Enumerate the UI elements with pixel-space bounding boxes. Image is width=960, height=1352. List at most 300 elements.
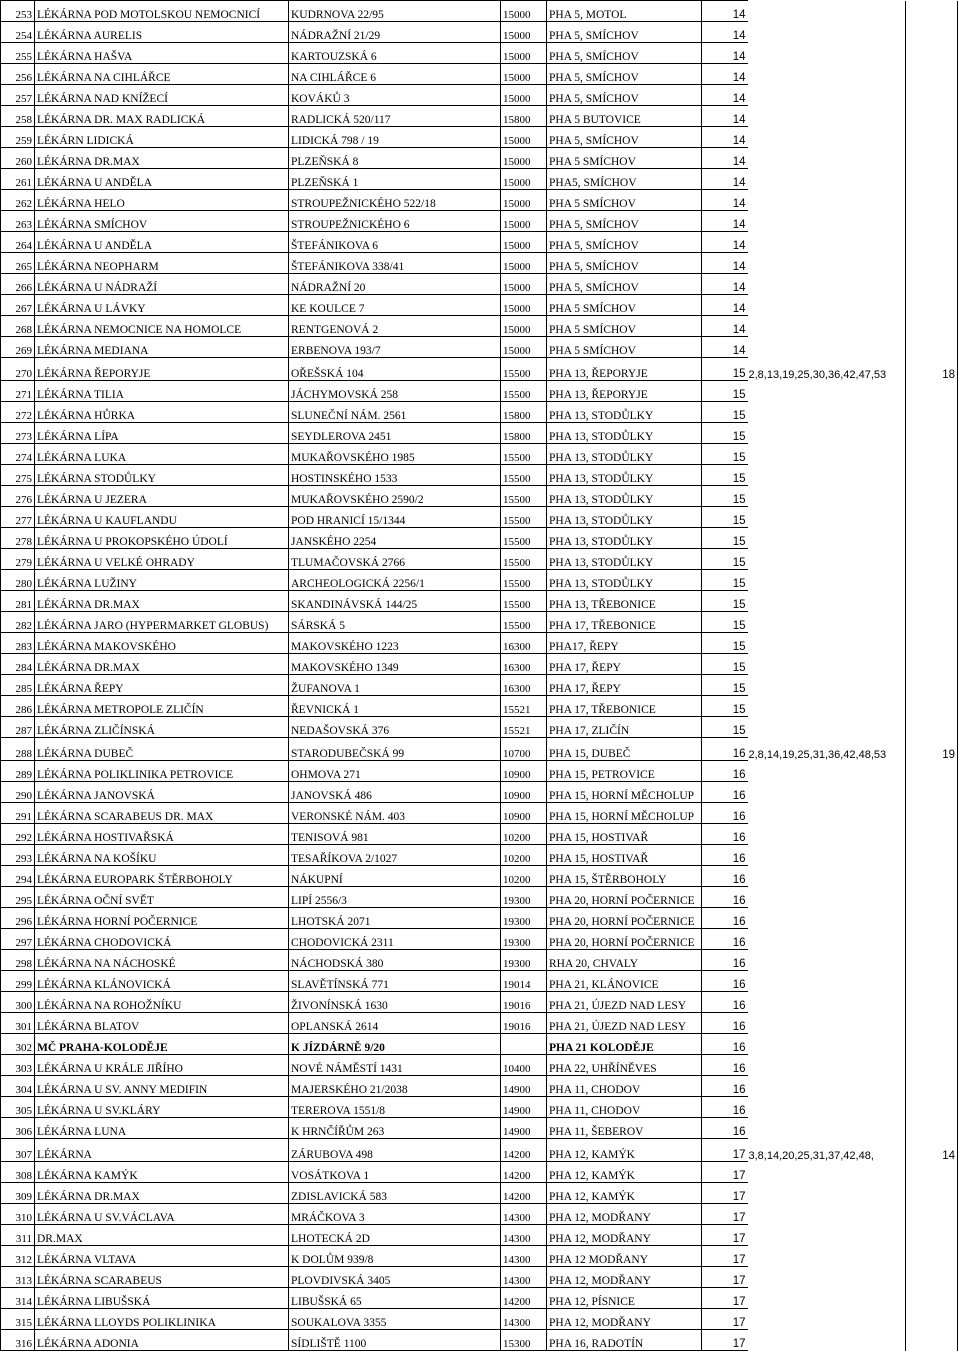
postal-code-cell: 15500 xyxy=(501,549,547,570)
street-address-cell: SÍDLIŠTĚ 1100 xyxy=(289,1330,501,1351)
zone-number-cell: 16 xyxy=(702,1055,748,1076)
pharmacy-name-cell: LÉKÁRNA CHODOVICKÁ xyxy=(35,929,289,950)
zone-number-cell: 16 xyxy=(702,782,748,803)
pharmacy-name-cell: LÉKÁRNA LLOYDS POLIKLINIKA xyxy=(35,1309,289,1330)
lines-count-cell xyxy=(906,971,958,992)
city-district-cell: PHA 17, TŘEBONICE xyxy=(547,612,702,633)
city-district-cell: PHA 12, KAMÝK xyxy=(547,1139,702,1162)
city-district-cell: PHA 22, UHŘÍNĚVES xyxy=(547,1055,702,1076)
lines-count-cell xyxy=(906,106,958,127)
pharmacy-name-cell: LÉKÁRNA U VELKÉ OHRADY xyxy=(35,549,289,570)
city-district-cell: PHA 12, KAMÝK xyxy=(547,1162,702,1183)
lines-count-cell xyxy=(906,1013,958,1034)
street-address-cell: SKANDINÁVSKÁ 144/25 xyxy=(289,591,501,612)
lines-list-cell xyxy=(748,22,906,43)
lines-count-cell xyxy=(906,148,958,169)
row-number-cell: 316 xyxy=(1,1330,35,1351)
table-row xyxy=(1,908,958,929)
table-row xyxy=(1,866,958,887)
postal-code-cell: 15500 xyxy=(501,570,547,591)
lines-list-cell xyxy=(748,1,906,22)
zone-number-cell: 14 xyxy=(702,22,748,43)
row-number-cell: 277 xyxy=(1,507,35,528)
zone-number-cell: 16 xyxy=(702,908,748,929)
pharmacy-name-cell: LÉKÁRNA HAŠVA xyxy=(35,43,289,64)
zone-number-cell: 14 xyxy=(702,295,748,316)
table-row xyxy=(1,381,958,402)
street-address-cell: LIDICKÁ 798 / 19 xyxy=(289,127,501,148)
lines-count-cell xyxy=(906,528,958,549)
lines-count-cell xyxy=(906,1225,958,1246)
table-row xyxy=(1,992,958,1013)
pharmacy-name-cell: LÉKÁRNA ADONIA xyxy=(35,1330,289,1351)
pharmacy-name-cell: LÉKÁRNA LUŽINY xyxy=(35,570,289,591)
street-address-cell: KARTOUZSKÁ 6 xyxy=(289,43,501,64)
row-number-cell: 306 xyxy=(1,1118,35,1139)
table-row xyxy=(1,148,958,169)
city-district-cell: PHA 5, MOTOL xyxy=(547,1,702,22)
lines-count-cell xyxy=(906,696,958,717)
city-district-cell: PHA 5, SMÍCHOV xyxy=(547,232,702,253)
lines-count-cell xyxy=(906,43,958,64)
row-number-cell: 263 xyxy=(1,211,35,232)
table-row xyxy=(1,423,958,444)
table-row xyxy=(1,358,958,381)
row-number-cell: 270 xyxy=(1,358,35,381)
lines-list-cell xyxy=(748,106,906,127)
row-number-cell: 265 xyxy=(1,253,35,274)
row-number-cell: 259 xyxy=(1,127,35,148)
pharmacy-name-cell: LÉKÁRNA SCARABEUS xyxy=(35,1267,289,1288)
city-district-cell: PHA 13, ŘEPORYJE xyxy=(547,381,702,402)
row-number-cell: 301 xyxy=(1,1013,35,1034)
postal-code-cell: 15500 xyxy=(501,465,547,486)
city-district-cell: PHA 5 BUTOVICE xyxy=(547,106,702,127)
table-row xyxy=(1,1118,958,1139)
street-address-cell: SLAVĚTÍNSKÁ 771 xyxy=(289,971,501,992)
table-row xyxy=(1,654,958,675)
row-number-cell: 266 xyxy=(1,274,35,295)
street-address-cell: JANSKÉHO 2254 xyxy=(289,528,501,549)
street-address-cell: RADLICKÁ 520/117 xyxy=(289,106,501,127)
lines-list-cell xyxy=(748,381,906,402)
table-row xyxy=(1,1,958,22)
table-row xyxy=(1,633,958,654)
table-row xyxy=(1,253,958,274)
city-district-cell: PHA 17, ŘEPY xyxy=(547,654,702,675)
lines-count-cell xyxy=(906,85,958,106)
lines-count-cell xyxy=(906,465,958,486)
postal-code-cell: 15000 xyxy=(501,232,547,253)
street-address-cell: NÁKUPNÍ xyxy=(289,866,501,887)
city-district-cell: PHA 5, SMÍCHOV xyxy=(547,85,702,106)
lines-count-cell xyxy=(906,253,958,274)
street-address-cell: LIBUŠSKÁ 65 xyxy=(289,1288,501,1309)
lines-list-cell xyxy=(748,1225,906,1246)
city-district-cell: PHA 5 SMÍCHOV xyxy=(547,337,702,358)
row-number-cell: 281 xyxy=(1,591,35,612)
table-row xyxy=(1,43,958,64)
lines-count-cell xyxy=(906,316,958,337)
pharmacy-name-cell: LÉKÁRNA NA KOŠÍKU xyxy=(35,845,289,866)
table-row xyxy=(1,169,958,190)
zone-number-cell: 17 xyxy=(702,1309,748,1330)
city-district-cell: PHA 20, HORNÍ POČERNICE xyxy=(547,929,702,950)
lines-list-cell xyxy=(748,507,906,528)
row-number-cell: 274 xyxy=(1,444,35,465)
table-row xyxy=(1,465,958,486)
street-address-cell: OŘEŠSKÁ 104 xyxy=(289,358,501,381)
postal-code-cell: 15500 xyxy=(501,591,547,612)
city-district-cell: PHA 12, MODŘANY xyxy=(547,1225,702,1246)
city-district-cell: PHA 17, ZLIČÍN xyxy=(547,717,702,738)
lines-count-cell xyxy=(906,717,958,738)
lines-count-cell xyxy=(906,803,958,824)
postal-code-cell: 10200 xyxy=(501,866,547,887)
pharmacy-name-cell: LÉKÁRNA U SV.KLÁRY xyxy=(35,1097,289,1118)
row-number-cell: 298 xyxy=(1,950,35,971)
zone-number-cell: 14 xyxy=(702,211,748,232)
lines-list-cell xyxy=(748,803,906,824)
table-row xyxy=(1,782,958,803)
lines-list-cell xyxy=(748,782,906,803)
table-row xyxy=(1,1309,958,1330)
lines-list-cell xyxy=(748,950,906,971)
postal-code-cell: 15521 xyxy=(501,696,547,717)
pharmacy-name-cell: LÉKÁRNA SMÍCHOV xyxy=(35,211,289,232)
zone-number-cell: 15 xyxy=(702,675,748,696)
row-number-cell: 254 xyxy=(1,22,35,43)
lines-count-cell xyxy=(906,64,958,85)
lines-list-cell xyxy=(748,486,906,507)
street-address-cell: ŽUFANOVA 1 xyxy=(289,675,501,696)
row-number-cell: 275 xyxy=(1,465,35,486)
postal-code-cell: 15500 xyxy=(501,507,547,528)
postal-code-cell: 15500 xyxy=(501,486,547,507)
street-address-cell: NÁDRAŽNÍ 20 xyxy=(289,274,501,295)
zone-number-cell: 17 xyxy=(702,1225,748,1246)
pharmacy-name-cell: LÉKÁRNA POD MOTOLSKOU NEMOCNICÍ xyxy=(35,1,289,22)
street-address-cell: K JÍZDÁRNĚ 9/20 xyxy=(289,1034,501,1055)
table-row xyxy=(1,696,958,717)
row-number-cell: 261 xyxy=(1,169,35,190)
postal-code-cell: 15500 xyxy=(501,444,547,465)
table-row xyxy=(1,190,958,211)
lines-list-cell xyxy=(748,169,906,190)
zone-number-cell: 17 xyxy=(702,1330,748,1351)
street-address-cell: TEREROVA 1551/8 xyxy=(289,1097,501,1118)
street-address-cell: KOVÁKŮ 3 xyxy=(289,85,501,106)
row-number-cell: 314 xyxy=(1,1288,35,1309)
lines-list-cell xyxy=(748,1309,906,1330)
row-number-cell: 293 xyxy=(1,845,35,866)
postal-code-cell: 10400 xyxy=(501,1055,547,1076)
table-row xyxy=(1,127,958,148)
row-number-cell: 287 xyxy=(1,717,35,738)
lines-list-cell xyxy=(748,696,906,717)
lines-count-cell xyxy=(906,908,958,929)
row-number-cell: 283 xyxy=(1,633,35,654)
lines-list-cell xyxy=(748,887,906,908)
street-address-cell: KUDRNOVA 22/95 xyxy=(289,1,501,22)
lines-count-cell xyxy=(906,824,958,845)
pharmacy-name-cell: LÉKÁRNA SCARABEUS DR. MAX xyxy=(35,803,289,824)
lines-list-cell xyxy=(748,1330,906,1351)
zone-number-cell: 15 xyxy=(702,507,748,528)
table-row xyxy=(1,1076,958,1097)
postal-code-cell: 19016 xyxy=(501,1013,547,1034)
city-district-cell: PHA 21 KOLODĚJE xyxy=(547,1034,702,1055)
zone-number-cell: 14 xyxy=(702,148,748,169)
row-number-cell: 308 xyxy=(1,1162,35,1183)
table-row xyxy=(1,570,958,591)
postal-code-cell: 14200 xyxy=(501,1288,547,1309)
table-row xyxy=(1,1183,958,1204)
table-row xyxy=(1,845,958,866)
city-district-cell: PHA 15, HORNÍ MĚCHOLUP xyxy=(547,782,702,803)
lines-count-cell xyxy=(906,612,958,633)
lines-count-cell xyxy=(906,169,958,190)
postal-code-cell: 14900 xyxy=(501,1118,547,1139)
city-district-cell: PHA 13, STODŮLKY xyxy=(547,402,702,423)
city-district-cell: PHA 15, PETROVICE xyxy=(547,761,702,782)
row-number-cell: 309 xyxy=(1,1183,35,1204)
zone-number-cell: 17 xyxy=(702,1162,748,1183)
table-row xyxy=(1,738,958,761)
city-district-cell: PHA 5, SMÍCHOV xyxy=(547,127,702,148)
lines-count-cell xyxy=(906,992,958,1013)
lines-list-cell xyxy=(748,232,906,253)
city-district-cell: PHA 13, STODŮLKY xyxy=(547,486,702,507)
lines-list-cell xyxy=(748,295,906,316)
postal-code-cell: 14200 xyxy=(501,1139,547,1162)
zone-number-cell: 14 xyxy=(702,190,748,211)
table-row xyxy=(1,1013,958,1034)
table-row xyxy=(1,1267,958,1288)
lines-count-cell xyxy=(906,654,958,675)
zone-number-cell: 17 xyxy=(702,1139,748,1162)
lines-list-cell xyxy=(748,992,906,1013)
lines-count-cell xyxy=(906,274,958,295)
lines-list-cell xyxy=(748,337,906,358)
city-district-cell: PHA 5 SMÍCHOV xyxy=(547,148,702,169)
city-district-cell: PHA 13, ŘEPORYJE xyxy=(547,358,702,381)
lines-list-cell xyxy=(748,866,906,887)
postal-code-cell: 15000 xyxy=(501,64,547,85)
postal-code-cell: 15500 xyxy=(501,381,547,402)
table-row xyxy=(1,1246,958,1267)
pharmacy-name-cell: LÉKÁRNA POLIKLINIKA PETROVICE xyxy=(35,761,289,782)
city-district-cell: PHA 5, SMÍCHOV xyxy=(547,43,702,64)
pharmacy-name-cell: LÉKÁRNA ŘEPY xyxy=(35,675,289,696)
postal-code-cell: 10200 xyxy=(501,845,547,866)
lines-count-cell xyxy=(906,444,958,465)
city-district-cell: PHA 13, TŘEBONICE xyxy=(547,591,702,612)
row-number-cell: 296 xyxy=(1,908,35,929)
street-address-cell: KE KOULCE 7 xyxy=(289,295,501,316)
row-number-cell: 290 xyxy=(1,782,35,803)
table-row xyxy=(1,824,958,845)
lines-list-cell xyxy=(748,761,906,782)
lines-list-cell xyxy=(748,1118,906,1139)
pharmacy-name-cell: LÉKÁRNA U ANDĚLA xyxy=(35,232,289,253)
pharmacy-name-cell: LÉKÁRNA U JEZERA xyxy=(35,486,289,507)
row-number-cell: 253 xyxy=(1,1,35,22)
street-address-cell: MUKAŘOVSKÉHO 2590/2 xyxy=(289,486,501,507)
postal-code-cell: 15000 xyxy=(501,169,547,190)
table-row xyxy=(1,274,958,295)
pharmacy-name-cell: LÉKÁRNA VLTAVA xyxy=(35,1246,289,1267)
street-address-cell: TENISOVÁ 981 xyxy=(289,824,501,845)
lines-count-cell xyxy=(906,402,958,423)
zone-number-cell: 16 xyxy=(702,1013,748,1034)
pharmacy-name-cell: LÉKÁRNA JARO (HYPERMARKET GLOBUS) xyxy=(35,612,289,633)
street-address-cell: STROUPEŽNICKÉHO 522/18 xyxy=(289,190,501,211)
zone-number-cell: 15 xyxy=(702,549,748,570)
lines-list-cell xyxy=(748,1204,906,1225)
lines-count-cell xyxy=(906,633,958,654)
lines-list-cell xyxy=(748,316,906,337)
zone-number-cell: 16 xyxy=(702,971,748,992)
lines-count-cell xyxy=(906,866,958,887)
postal-code-cell: 15800 xyxy=(501,106,547,127)
row-number-cell: 307 xyxy=(1,1139,35,1162)
table-row xyxy=(1,316,958,337)
table-row xyxy=(1,1225,958,1246)
row-number-cell: 257 xyxy=(1,85,35,106)
lines-count-cell xyxy=(906,22,958,43)
zone-number-cell: 17 xyxy=(702,1183,748,1204)
pharmacy-name-cell: LÉKÁRNA NA NÁCHOSKÉ xyxy=(35,950,289,971)
zone-number-cell: 15 xyxy=(702,381,748,402)
table-row xyxy=(1,675,958,696)
row-number-cell: 305 xyxy=(1,1097,35,1118)
pharmacy-name-cell: LÉKÁRNA KAMÝK xyxy=(35,1162,289,1183)
lines-list-cell: 3,8,14,20,25,31,37,42,48, xyxy=(748,1139,906,1162)
street-address-cell: LHOTECKÁ 2D xyxy=(289,1225,501,1246)
street-address-cell: OPLANSKÁ 2614 xyxy=(289,1013,501,1034)
row-number-cell: 288 xyxy=(1,738,35,761)
lines-list-cell xyxy=(748,1034,906,1055)
lines-count-cell xyxy=(906,761,958,782)
table-row xyxy=(1,950,958,971)
pharmacy-name-cell: LÉKÁRNA U SV. ANNY MEDIFIN xyxy=(35,1076,289,1097)
table-row xyxy=(1,507,958,528)
table-row xyxy=(1,211,958,232)
pharmacy-name-cell: LÉKÁRNA STODŮLKY xyxy=(35,465,289,486)
zone-number-cell: 15 xyxy=(702,486,748,507)
lines-count-cell xyxy=(906,337,958,358)
lines-count-cell xyxy=(906,1246,958,1267)
table-row xyxy=(1,717,958,738)
table-row xyxy=(1,232,958,253)
postal-code-cell: 15800 xyxy=(501,402,547,423)
city-district-cell: PHA 5, SMÍCHOV xyxy=(547,64,702,85)
pharmacy-name-cell: LÉKÁRNA TILIA xyxy=(35,381,289,402)
city-district-cell: PHA 13, STODŮLKY xyxy=(547,444,702,465)
lines-list-cell xyxy=(748,1013,906,1034)
pharmacy-name-cell: LÉKÁRNA U KRÁLE JIŘÍHO xyxy=(35,1055,289,1076)
row-number-cell: 299 xyxy=(1,971,35,992)
table-body xyxy=(1,1,958,1351)
row-number-cell: 286 xyxy=(1,696,35,717)
lines-count-cell xyxy=(906,887,958,908)
pharmacy-name-cell: LÉKÁRNA DR. MAX RADLICKÁ xyxy=(35,106,289,127)
lines-count-cell: 14 xyxy=(906,1139,958,1162)
postal-code-cell: 15500 xyxy=(501,612,547,633)
city-district-cell: PHA 13, STODŮLKY xyxy=(547,423,702,444)
city-district-cell: PHA 12, PÍSNICE xyxy=(547,1288,702,1309)
street-address-cell: JÁCHYMOVSKÁ 258 xyxy=(289,381,501,402)
table-row xyxy=(1,887,958,908)
city-district-cell: PHA 11, ŠEBEROV xyxy=(547,1118,702,1139)
lines-list-cell xyxy=(748,43,906,64)
lines-list-cell xyxy=(748,633,906,654)
city-district-cell: PHA 13, STODŮLKY xyxy=(547,528,702,549)
lines-count-cell xyxy=(906,211,958,232)
table-row xyxy=(1,1204,958,1225)
zone-number-cell: 15 xyxy=(702,465,748,486)
postal-code-cell: 15000 xyxy=(501,148,547,169)
street-address-cell: ŠTEFÁNIKOVA 6 xyxy=(289,232,501,253)
lines-count-cell: 19 xyxy=(906,738,958,761)
row-number-cell: 284 xyxy=(1,654,35,675)
postal-code-cell: 15500 xyxy=(501,528,547,549)
lines-list-cell xyxy=(748,1183,906,1204)
postal-code-cell: 15000 xyxy=(501,1,547,22)
postal-code-cell: 15000 xyxy=(501,22,547,43)
zone-number-cell: 15 xyxy=(702,717,748,738)
street-address-cell: NOVÉ NÁMĚSTÍ 1431 xyxy=(289,1055,501,1076)
row-number-cell: 280 xyxy=(1,570,35,591)
zone-number-cell: 14 xyxy=(702,43,748,64)
street-address-cell: ERBENOVA 193/7 xyxy=(289,337,501,358)
street-address-cell: NA CIHLÁŘCE 6 xyxy=(289,64,501,85)
row-number-cell: 271 xyxy=(1,381,35,402)
street-address-cell: NEDAŠOVSKÁ 376 xyxy=(289,717,501,738)
zone-number-cell: 15 xyxy=(702,528,748,549)
pharmacy-name-cell: LÉKÁRN LIDICKÁ xyxy=(35,127,289,148)
pharmacy-name-cell: LÉKÁRNA U NÁDRAŽÍ xyxy=(35,274,289,295)
postal-code-cell: 15000 xyxy=(501,316,547,337)
row-number-cell: 303 xyxy=(1,1055,35,1076)
lines-list-cell xyxy=(748,253,906,274)
lines-list-cell xyxy=(748,1288,906,1309)
zone-number-cell: 16 xyxy=(702,887,748,908)
lines-list-cell: 2,8,14,19,25,31,36,42,48,53 xyxy=(748,738,906,761)
lines-count-cell xyxy=(906,507,958,528)
table-row xyxy=(1,971,958,992)
street-address-cell: MAJERSKÉHO 21/2038 xyxy=(289,1076,501,1097)
row-number-cell: 260 xyxy=(1,148,35,169)
pharmacy-name-cell: LÉKÁRNA LUNA xyxy=(35,1118,289,1139)
lines-count-cell xyxy=(906,549,958,570)
lines-list-cell xyxy=(748,423,906,444)
row-number-cell: 310 xyxy=(1,1204,35,1225)
zone-number-cell: 16 xyxy=(702,1118,748,1139)
row-number-cell: 294 xyxy=(1,866,35,887)
street-address-cell: ŠTEFÁNIKOVA 338/41 xyxy=(289,253,501,274)
street-address-cell: VOSÁTKOVA 1 xyxy=(289,1162,501,1183)
postal-code-cell: 14300 xyxy=(501,1267,547,1288)
postal-code-cell: 14300 xyxy=(501,1309,547,1330)
pharmacy-name-cell: LÉKÁRNA U LÁVKY xyxy=(35,295,289,316)
pharmacy-name-cell: LÉKÁRNA HŮRKA xyxy=(35,402,289,423)
lines-count-cell xyxy=(906,570,958,591)
zone-number-cell: 15 xyxy=(702,612,748,633)
city-district-cell: PHA 16, RADOTÍN xyxy=(547,1330,702,1351)
lines-list-cell xyxy=(748,971,906,992)
